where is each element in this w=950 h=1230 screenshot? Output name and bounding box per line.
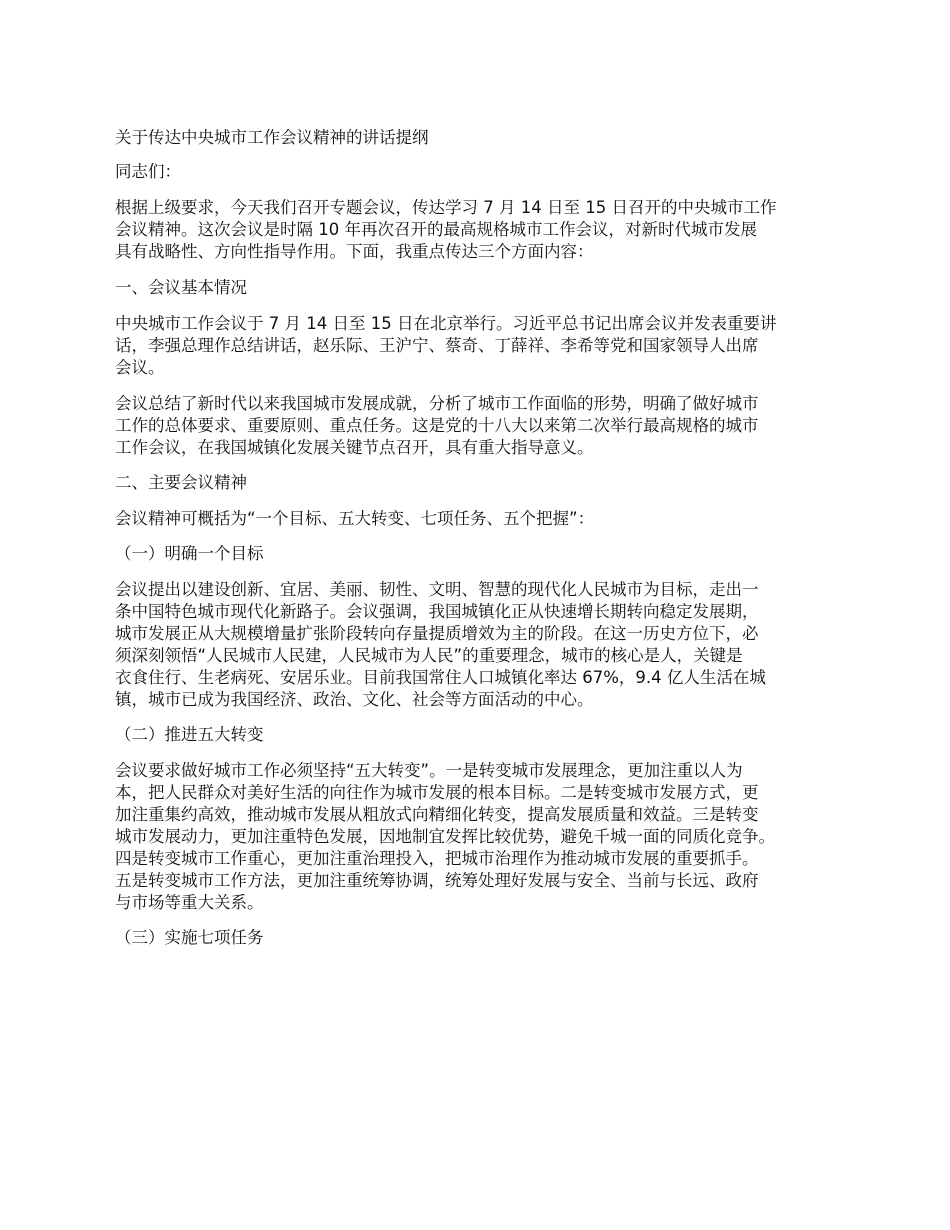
text-line: 会议。 — [115, 358, 165, 377]
doc-heading — [115, 927, 855, 949]
text-line: 本，把人民群众对美好生活的向往作为城市发展的根本目标。二是转变城市发展方式，更 — [115, 783, 759, 802]
text-line: 加注重集约高效，推动城市发展从粗放式向精细化转变，提高发展质量和效益。三是转变 — [115, 805, 759, 824]
doc-heading — [115, 543, 855, 565]
text-line: 一、会议基本情况 — [115, 278, 247, 297]
doc-paragraph — [115, 579, 855, 711]
doc-heading — [115, 277, 855, 299]
text-line: 城市发展正从大规模增量扩张阶段转向存量提质增效为主的阶段。在这一历史方位下，必 — [115, 624, 759, 643]
doc-heading — [115, 724, 855, 746]
text-line: 条中国特色城市现代化新路子。会议强调，我国城镇化正从快速增长期转向稳定发展期， — [115, 602, 759, 621]
text-line: （三）实施七项任务 — [115, 928, 264, 947]
text-line: 须深刻领悟“人民城市人民建，人民城市为人民”的重要理念，城市的核心是人，关键是 — [115, 646, 743, 665]
text-line: 五是转变城市工作方法，更加注重统筹协调，统筹处理好发展与安全、当前与长远、政府 — [115, 871, 759, 890]
text-line: （二）推进五大转变 — [115, 725, 264, 744]
text-line: 镇，城市已成为我国经济、政治、文化、社会等方面活动的中心。 — [115, 690, 594, 709]
text-line: 工作的总体要求、重要原则、重点任务。这是党的十八大以来第二次举行最高规格的城市 — [115, 416, 759, 435]
doc-salutation — [115, 161, 855, 183]
text-line: 话，李强总理作总结讲话，赵乐际、王沪宁、蔡奇、丁薛祥、李希等党和国家领导人出席 — [115, 336, 759, 355]
doc-title — [115, 127, 855, 149]
text-line: 二、主要会议精神 — [115, 473, 247, 492]
text-line: 具有战略性、方向性指导作用。下面，我重点传达三个方面内容： — [115, 242, 594, 261]
doc-paragraph — [115, 313, 855, 379]
text-line: 会议总结了新时代以来我国城市发展成就，分析了城市工作面临的形势，明确了做好城市 — [115, 394, 759, 413]
text-line: 关于传达中央城市工作会议精神的讲话提纲 — [115, 128, 429, 147]
text-line: （一）明确一个目标 — [115, 544, 264, 563]
doc-heading — [115, 472, 855, 494]
doc-paragraph — [115, 508, 855, 530]
text-line: 会议要求做好城市工作必须坚持“五大转变”。一是转变城市发展理念，更加注重以人为 — [115, 761, 743, 780]
text-line: 衣食住行、生老病死、安居乐业。目前我国常住人口城镇化率达 67%，9.4 亿人生活在城 — [115, 668, 766, 687]
text-line: 与市场等重大关系。 — [115, 893, 264, 912]
text-line: 中央城市工作会议于 7 月 14 日至 15 日在北京举行。习近平总书记出席会议并发表重要讲 — [115, 314, 777, 333]
doc-paragraph — [115, 393, 855, 459]
text-line: 根据上级要求，今天我们召开专题会议，传达学习 7 月 14 日至 15 日召开的中央城市工作 — [115, 198, 777, 217]
doc-paragraph — [115, 197, 855, 263]
text-line: 工作会议，在我国城镇化发展关键节点召开，具有重大指导意义。 — [115, 438, 594, 457]
text-line: 会议精神可概括为“一个目标、五大转变、七项任务、五个把握”： — [115, 509, 595, 528]
text-line: 四是转变城市工作重心，更加注重治理投入，把城市治理作为推动城市发展的重要抓手。 — [115, 849, 759, 868]
text-line: 城市发展动力，更加注重特色发展，因地制宜发挥比较优势，避免千城一面的同质化竞争。 — [115, 827, 775, 846]
text-line: 会议提出以建设创新、宜居、美丽、韧性、文明、智慧的现代化人民城市为目标，走出一 — [115, 580, 759, 599]
doc-paragraph — [115, 760, 855, 914]
text-line: 同志们： — [115, 162, 181, 181]
text-line: 会议精神。这次会议是时隔 10 年再次召开的最高规格城市工作会议，对新时代城市发展 — [115, 220, 757, 239]
